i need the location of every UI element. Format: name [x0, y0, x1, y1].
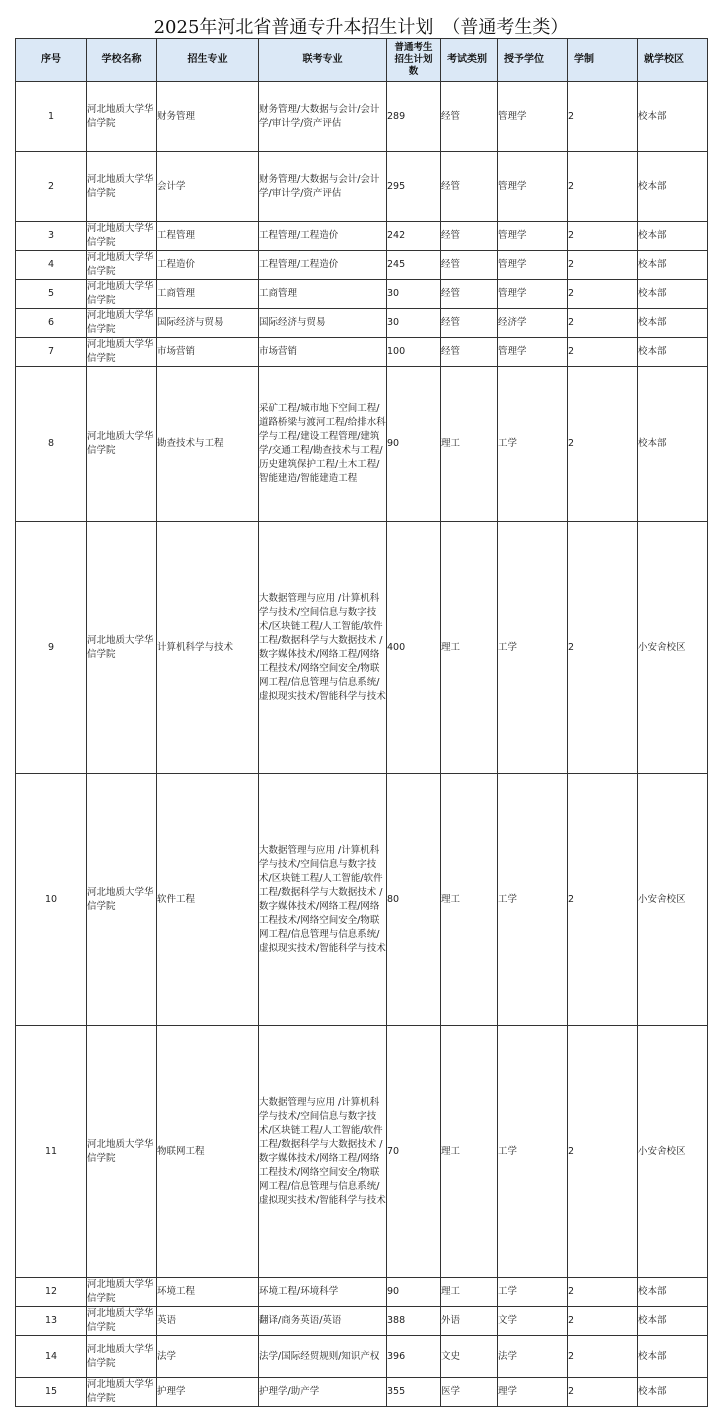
cell-school: 河北地质大学华信学院 [87, 82, 157, 152]
cell-degree: 管理学 [498, 152, 568, 222]
cell-years: 2 [568, 1336, 638, 1378]
cell-no: 7 [16, 338, 87, 367]
cell-no: 2 [16, 152, 87, 222]
cell-no: 6 [16, 309, 87, 338]
cell-years: 2 [568, 280, 638, 309]
cell-no: 8 [16, 367, 87, 522]
cell-quota: 30 [387, 280, 441, 309]
cell-no: 11 [16, 1026, 87, 1278]
col-header-no: 序号 [16, 39, 87, 82]
table-row [16, 1278, 708, 1307]
cell-campus: 校本部 [638, 309, 708, 338]
cell-no: 9 [16, 522, 87, 774]
cell-years: 2 [568, 367, 638, 522]
cell-exam-type: 经管 [441, 222, 498, 251]
cell-campus: 小安舍校区 [638, 522, 708, 774]
cell-school: 河北地质大学华信学院 [87, 774, 157, 1026]
cell-no: 10 [16, 774, 87, 1026]
cell-major: 环境工程 [157, 1278, 259, 1307]
table-row [16, 1307, 708, 1336]
cell-years: 2 [568, 1307, 638, 1336]
cell-years: 2 [568, 774, 638, 1026]
cell-linked-majors: 翻译/商务英语/英语 [259, 1307, 387, 1336]
cell-years: 2 [568, 152, 638, 222]
cell-exam-type: 理工 [441, 1026, 498, 1278]
cell-major: 软件工程 [157, 774, 259, 1026]
cell-years: 2 [568, 309, 638, 338]
cell-years: 2 [568, 522, 638, 774]
cell-degree: 工学 [498, 367, 568, 522]
cell-quota: 355 [387, 1378, 441, 1407]
cell-school: 河北地质大学华信学院 [87, 309, 157, 338]
table-row [16, 1378, 708, 1407]
cell-degree: 法学 [498, 1336, 568, 1378]
cell-campus: 校本部 [638, 367, 708, 522]
cell-school: 河北地质大学华信学院 [87, 522, 157, 774]
cell-quota: 396 [387, 1336, 441, 1378]
cell-campus: 校本部 [638, 1278, 708, 1307]
cell-degree: 工学 [498, 1278, 568, 1307]
cell-quota: 245 [387, 251, 441, 280]
cell-linked-majors: 大数据管理与应用 /计算机科学与技术/空间信息与数字技术/区块链工程/人工智能/软件工程/数据科学与大数据技术 /数字媒体技术/网络工程/网络工程技术/网络空间安全/物联网工程/信息管理与信息系统/虚拟现实技术/智能科学与技术 [259, 774, 387, 1026]
col-header-quota-label: 普通考生招生计划数 [394, 42, 433, 77]
cell-quota: 289 [387, 82, 441, 152]
cell-exam-type: 经管 [441, 338, 498, 367]
cell-degree: 文学 [498, 1307, 568, 1336]
cell-campus: 校本部 [638, 1336, 708, 1378]
cell-quota: 90 [387, 1278, 441, 1307]
cell-degree: 理学 [498, 1378, 568, 1407]
cell-degree: 管理学 [498, 251, 568, 280]
cell-degree: 管理学 [498, 82, 568, 152]
cell-linked-majors: 环境工程/环境科学 [259, 1278, 387, 1307]
cell-years: 2 [568, 1278, 638, 1307]
cell-no: 13 [16, 1307, 87, 1336]
table-row [16, 222, 708, 251]
page-title: 2025年河北省普通专升本招生计划 （普通考生类） [153, 17, 569, 38]
cell-quota: 388 [387, 1307, 441, 1336]
cell-quota: 400 [387, 522, 441, 774]
cell-linked-majors: 大数据管理与应用 /计算机科学与技术/空间信息与数字技术/区块链工程/人工智能/软件工程/数据科学与大数据技术 /数字媒体技术/网络工程/网络工程技术/网络空间安全/物联网工程/信息管理与信息系统/虚拟现实技术/智能科学与技术 [259, 1026, 387, 1278]
cell-no: 4 [16, 251, 87, 280]
cell-school: 河北地质大学华信学院 [87, 367, 157, 522]
cell-school: 河北地质大学华信学院 [87, 1378, 157, 1407]
col-header-school: 学校名称 [87, 39, 157, 82]
cell-major: 财务管理 [157, 82, 259, 152]
cell-linked-majors: 工程管理/工程造价 [259, 251, 387, 280]
cell-campus: 校本部 [638, 222, 708, 251]
cell-linked-majors: 采矿工程/城市地下空间工程/道路桥梁与渡河工程/给排水科学与工程/建设工程管理/建筑学/交通工程/勘查技术与工程/历史建筑保护工程/土木工程/智能建造/智能建造工程 [259, 367, 387, 522]
cell-linked-majors: 市场营销 [259, 338, 387, 367]
cell-years: 2 [568, 222, 638, 251]
cell-exam-type: 经管 [441, 82, 498, 152]
cell-quota: 70 [387, 1026, 441, 1278]
cell-years: 2 [568, 338, 638, 367]
cell-no: 1 [16, 82, 87, 152]
table-body [16, 82, 708, 1407]
header-row [16, 39, 708, 82]
cell-degree: 管理学 [498, 222, 568, 251]
cell-quota: 242 [387, 222, 441, 251]
cell-exam-type: 经管 [441, 280, 498, 309]
cell-exam-type: 经管 [441, 152, 498, 222]
cell-major: 护理学 [157, 1378, 259, 1407]
cell-quota: 80 [387, 774, 441, 1026]
col-header-years: 学制 [568, 39, 638, 82]
cell-no: 3 [16, 222, 87, 251]
cell-exam-type: 经管 [441, 251, 498, 280]
cell-degree: 工学 [498, 774, 568, 1026]
cell-major: 市场营销 [157, 338, 259, 367]
table-row [16, 152, 708, 222]
cell-linked-majors: 法学/国际经贸规则/知识产权 [259, 1336, 387, 1378]
cell-school: 河北地质大学华信学院 [87, 338, 157, 367]
table-row [16, 774, 708, 1026]
cell-quota: 100 [387, 338, 441, 367]
cell-years: 2 [568, 1026, 638, 1278]
cell-campus: 校本部 [638, 1378, 708, 1407]
table-row [16, 522, 708, 774]
cell-quota: 90 [387, 367, 441, 522]
cell-school: 河北地质大学华信学院 [87, 1026, 157, 1278]
table-row [16, 367, 708, 522]
cell-linked-majors: 财务管理/大数据与会计/会计学/审计学/资产评估 [259, 82, 387, 152]
cell-major: 物联网工程 [157, 1026, 259, 1278]
table-row [16, 309, 708, 338]
cell-campus: 校本部 [638, 1307, 708, 1336]
col-header-exam-type: 考试类别 [441, 39, 498, 82]
col-header-campus: 就学校区 [638, 39, 708, 82]
cell-school: 河北地质大学华信学院 [87, 1307, 157, 1336]
cell-campus: 校本部 [638, 82, 708, 152]
cell-major: 勘查技术与工程 [157, 367, 259, 522]
cell-school: 河北地质大学华信学院 [87, 222, 157, 251]
cell-school: 河北地质大学华信学院 [87, 1336, 157, 1378]
cell-exam-type: 医学 [441, 1378, 498, 1407]
cell-major: 工商管理 [157, 280, 259, 309]
cell-school: 河北地质大学华信学院 [87, 280, 157, 309]
cell-degree: 工学 [498, 522, 568, 774]
cell-years: 2 [568, 251, 638, 280]
cell-linked-majors: 大数据管理与应用 /计算机科学与技术/空间信息与数字技术/区块链工程/人工智能/软件工程/数据科学与大数据技术 /数字媒体技术/网络工程/网络工程技术/网络空间安全/物联网工程/信息管理与信息系统/虚拟现实技术/智能科学与技术 [259, 522, 387, 774]
cell-campus: 校本部 [638, 338, 708, 367]
enrollment-plan-table [15, 38, 708, 1407]
cell-exam-type: 文史 [441, 1336, 498, 1378]
cell-degree: 工学 [498, 1026, 568, 1278]
table-row [16, 82, 708, 152]
cell-campus: 小安舍校区 [638, 774, 708, 1026]
cell-no: 5 [16, 280, 87, 309]
cell-linked-majors: 工商管理 [259, 280, 387, 309]
table-row [16, 1336, 708, 1378]
cell-years: 2 [568, 1378, 638, 1407]
col-header-degree: 授予学位 [498, 39, 568, 82]
cell-no: 12 [16, 1278, 87, 1307]
cell-school: 河北地质大学华信学院 [87, 1278, 157, 1307]
table-row [16, 280, 708, 309]
cell-major: 工程造价 [157, 251, 259, 280]
col-header-quota [387, 39, 441, 82]
cell-quota: 295 [387, 152, 441, 222]
cell-major: 工程管理 [157, 222, 259, 251]
cell-degree: 经济学 [498, 309, 568, 338]
cell-major: 国际经济与贸易 [157, 309, 259, 338]
cell-linked-majors: 护理学/助产学 [259, 1378, 387, 1407]
cell-major: 英语 [157, 1307, 259, 1336]
cell-major: 法学 [157, 1336, 259, 1378]
cell-exam-type: 外语 [441, 1307, 498, 1336]
cell-campus: 校本部 [638, 152, 708, 222]
cell-major: 计算机科学与技术 [157, 522, 259, 774]
table-row [16, 1026, 708, 1278]
cell-major: 会计学 [157, 152, 259, 222]
cell-exam-type: 经管 [441, 309, 498, 338]
cell-linked-majors: 财务管理/大数据与会计/会计学/审计学/资产评估 [259, 152, 387, 222]
cell-no: 15 [16, 1378, 87, 1407]
cell-school: 河北地质大学华信学院 [87, 152, 157, 222]
cell-campus: 校本部 [638, 280, 708, 309]
cell-campus: 小安舍校区 [638, 1026, 708, 1278]
table-row [16, 338, 708, 367]
cell-linked-majors: 国际经济与贸易 [259, 309, 387, 338]
cell-linked-majors: 工程管理/工程造价 [259, 222, 387, 251]
cell-no: 14 [16, 1336, 87, 1378]
cell-exam-type: 理工 [441, 367, 498, 522]
col-header-linked-majors: 联考专业 [259, 39, 387, 82]
cell-school: 河北地质大学华信学院 [87, 251, 157, 280]
cell-years: 2 [568, 82, 638, 152]
cell-degree: 管理学 [498, 280, 568, 309]
cell-exam-type: 理工 [441, 774, 498, 1026]
col-header-major: 招生专业 [157, 39, 259, 82]
cell-quota: 30 [387, 309, 441, 338]
cell-exam-type: 理工 [441, 522, 498, 774]
cell-degree: 管理学 [498, 338, 568, 367]
cell-exam-type: 理工 [441, 1278, 498, 1307]
cell-campus: 校本部 [638, 251, 708, 280]
table-row [16, 251, 708, 280]
